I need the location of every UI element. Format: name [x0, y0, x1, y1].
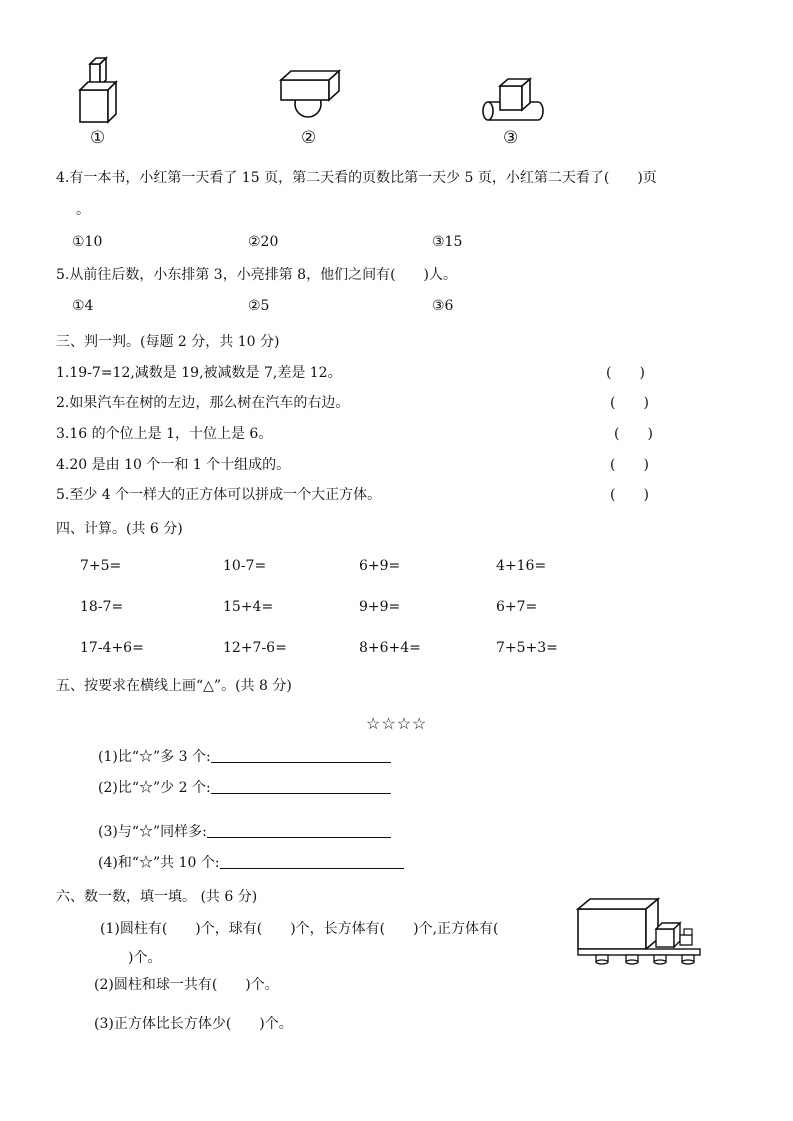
calc-problem: 8+6+4= [359, 640, 421, 656]
judge-bracket-5[interactable]: ( ) [610, 487, 649, 503]
train-solids-figure [574, 895, 704, 967]
question-4-stem-end: 。 [76, 202, 90, 218]
judge-item-4: 4.20 是由 10 个一和 1 个十组成的。 [56, 457, 291, 473]
draw-item-2 [98, 777, 391, 797]
section-5-title: 五、按要求在横线上画“△”。(共 8 分) [56, 678, 292, 694]
calc-problem: 12+7-6= [223, 640, 287, 656]
calc-problem: 4+16= [496, 558, 547, 574]
question-5-option-3: ③6 [432, 298, 454, 314]
draw-item-3-label: (3)与“☆”同样多: [98, 824, 207, 840]
count-question-1-line-2: )个。 [128, 950, 162, 966]
draw-item-2-label: (2)比“☆”少 2 个: [98, 780, 211, 796]
draw-item-1-label: (1)比“☆”多 3 个: [98, 749, 211, 765]
calc-problem: 15+4= [223, 599, 274, 615]
calc-problem: 6+7= [496, 599, 538, 615]
question-5-stem: 5.从前往后数，小东排第 3，小亮排第 8，他们之间有( )人。 [56, 267, 457, 283]
section-6-title: 六、数一数，填一填。 (共 6 分) [56, 889, 258, 905]
judge-bracket-3[interactable]: ( ) [614, 426, 653, 442]
calc-problem: 9+9= [359, 599, 401, 615]
question-4-stem: 4.有一本书，小红第一天看了 15 页，第二天看的页数比第一天少 5 页，小红第二天看了( )页 [56, 170, 657, 186]
judge-bracket-4[interactable]: ( ) [610, 457, 649, 473]
reference-stars: ☆☆☆☆ [366, 714, 428, 733]
judge-item-2: 2.如果汽车在树的左边，那么树在汽车的右边。 [56, 395, 350, 411]
question-4-option-3: ③15 [432, 234, 463, 250]
question-4-option-2: ②20 [248, 234, 279, 250]
count-question-3: (3)正方体比长方体少( )个。 [94, 1016, 293, 1032]
calc-problem: 6+9= [359, 558, 401, 574]
count-question-1-line-1: (1)圆柱有( )个，球有( )个，长方体有( )个,正方体有( [100, 921, 499, 937]
question-5-option-1: ①4 [72, 298, 94, 314]
figure-2-cuboid-on-sphere [278, 68, 342, 118]
draw-item-3 [98, 821, 391, 841]
question-4-option-1: ①10 [72, 234, 103, 250]
judge-item-5: 5.至少 4 个一样大的正方体可以拼成一个大正方体。 [56, 487, 382, 503]
answer-line-1[interactable] [211, 748, 391, 763]
calc-problem: 17-4+6= [80, 640, 144, 656]
figure-3-cube-on-cylinder [480, 76, 548, 124]
judge-bracket-1[interactable]: ( ) [606, 365, 645, 381]
question-5-option-2: ②5 [248, 298, 270, 314]
answer-line-4[interactable] [220, 854, 404, 869]
figure-label-3: ③ [503, 128, 519, 148]
judge-item-1: 1.19-7=12,减数是 19,被减数是 7,差是 12。 [56, 365, 342, 381]
figure-label-2: ② [301, 128, 317, 148]
answer-line-2[interactable] [211, 779, 391, 794]
calc-problem: 7+5= [80, 558, 122, 574]
judge-item-3: 3.16 的个位上是 1，十位上是 6。 [56, 426, 273, 442]
calc-problem: 18-7= [80, 599, 124, 615]
calc-problem: 10-7= [223, 558, 267, 574]
calc-problem: 7+5+3= [496, 640, 558, 656]
answer-line-3[interactable] [207, 823, 391, 838]
section-4-title: 四、计算。(共 6 分) [56, 521, 183, 537]
judge-bracket-2[interactable]: ( ) [610, 395, 649, 411]
count-question-2: (2)圆柱和球一共有( )个。 [94, 977, 279, 993]
draw-item-1 [98, 746, 391, 766]
section-3-title: 三、判一判。(每题 2 分，共 10 分) [56, 334, 280, 350]
figure-label-1: ① [90, 128, 106, 148]
draw-item-4-label: (4)和“☆”共 10 个: [98, 855, 220, 871]
draw-item-4 [98, 852, 404, 872]
figure-1-stacked-solids [76, 56, 122, 124]
